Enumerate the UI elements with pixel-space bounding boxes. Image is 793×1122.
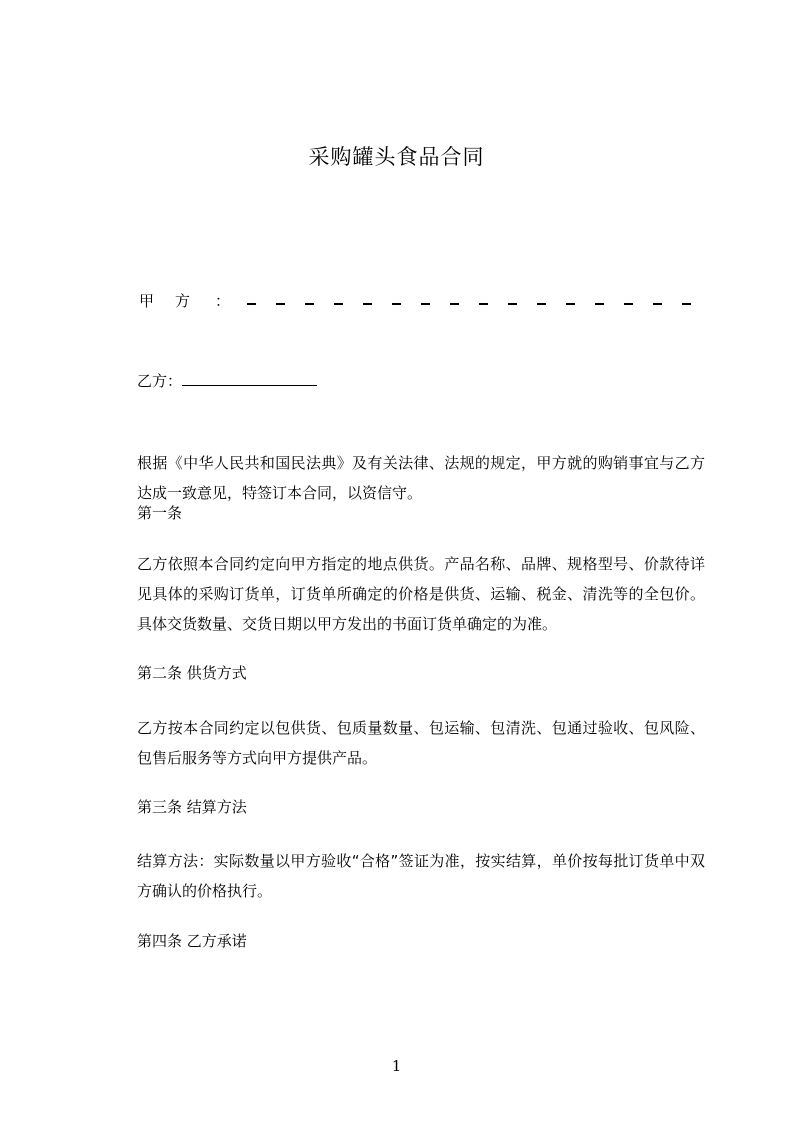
party-a-colon: ： [215, 292, 231, 310]
article-2-body: 乙方按本合同约定以包供货、包质量数量、包运输、包清洗、包通过验收、包风险、包售后服务等方式向甲方提供产品。 [137, 719, 705, 767]
article-3-heading: 第三条 结算方法 [137, 798, 247, 816]
article-3-body: 结算方法：实际数量以甲方验收“合格”签证为准，按实结算，单价按每批订货单中双方确认的价格执行。 [137, 852, 705, 900]
article-1-body: 乙方依照本合同约定向甲方指定的地点供货。产品名称、品牌、规格型号、价款待详见具体的采购订货单，订货单所确定的价格是供货、运输、税金、清洗等的全包价。具体交货数量、交货日期以甲方发出的书面订货单确定的为准。 [137, 555, 705, 633]
party-a-blank-dashes [247, 303, 705, 305]
document-title: 采购罐头食品合同 [308, 145, 485, 169]
party-b-blank-underline [182, 371, 317, 386]
party-a-label-jia: 甲 [139, 292, 155, 310]
article-1-heading: 第一条 [137, 504, 183, 522]
party-b-label: 乙方： [137, 372, 183, 390]
party-a-line [137, 291, 705, 315]
party-a-label-fang: 方 [175, 292, 191, 310]
preamble-text: 根据《中华人民共和国民法典》及有关法律、法规的规定，甲方就的购销事宜与乙方达成一致意见，特签订本合同，以资信守。 [137, 454, 705, 502]
page-number: 1 [391, 1057, 402, 1075]
article-2-heading: 第二条 供货方式 [137, 664, 247, 682]
preamble-paragraph [137, 418, 705, 508]
article-4-heading: 第四条 乙方承诺 [137, 932, 247, 950]
party-b-line [137, 371, 317, 391]
